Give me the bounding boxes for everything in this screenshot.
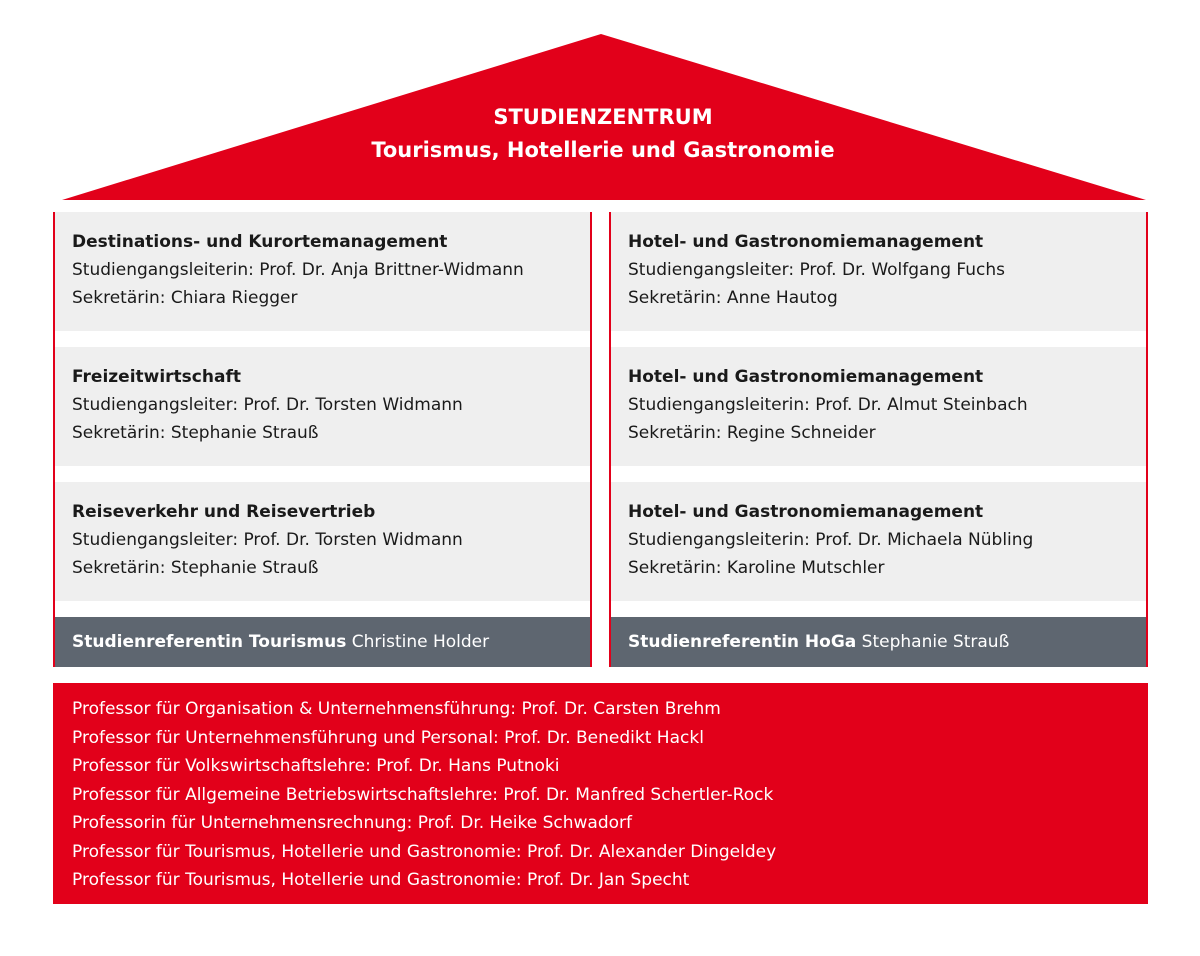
professor-entry: Professor für Organisation & Unternehmensführung: Prof. Dr. Carsten Brehm — [72, 699, 721, 719]
program-card — [611, 212, 1146, 331]
referent-bar-tourismus — [55, 617, 590, 667]
program-secretary: Sekretärin: Anne Hautog — [628, 288, 838, 308]
professor-entry: Professor für Tourismus, Hotellerie und Gastronomie: Prof. Dr. Alexander Dingeldey — [72, 841, 777, 862]
program-name: Hotel- und Gastronomiemanagement — [628, 502, 984, 522]
referent-role: Studienreferentin HoGa — [628, 632, 857, 652]
column-hoga — [609, 212, 1148, 667]
column-tourismus — [53, 212, 592, 667]
program-lead: Studiengangsleiter: Prof. Dr. Torsten Widmann — [72, 395, 463, 415]
program-card — [611, 482, 1146, 601]
program-secretary: Sekretärin: Karoline Mutschler — [628, 558, 885, 578]
program-secretary: Sekretärin: Chiara Riegger — [72, 288, 298, 308]
professors-panel — [53, 683, 1148, 904]
program-card — [55, 212, 590, 331]
program-secretary: Sekretärin: Regine Schneider — [628, 423, 876, 443]
professor-entry: Professor für Unternehmensführung und Personal: Prof. Dr. Benedikt Hackl — [72, 727, 704, 748]
program-name: Destinations- und Kurortemanagement — [72, 232, 448, 252]
program-name: Freizeitwirtschaft — [72, 367, 241, 387]
program-name: Reiseverkehr und Reisevertrieb — [72, 502, 376, 522]
professor-entry: Professor für Volkswirtschaftslehre: Prof. Dr. Hans Putnoki — [72, 756, 560, 776]
program-card — [55, 482, 590, 601]
program-secretary: Sekretärin: Stephanie Strauß — [72, 558, 319, 578]
referent-role: Studienreferentin Tourismus — [72, 632, 347, 652]
header-title: STUDIENZENTRUM — [493, 105, 713, 129]
program-card — [611, 347, 1146, 466]
program-lead: Studiengangsleiter: Prof. Dr. Wolfgang Fuchs — [628, 260, 1006, 280]
professor-entry: Professorin für Unternehmensrechnung: Prof. Dr. Heike Schwadorf — [72, 813, 633, 833]
header-subtitle: Tourismus, Hotellerie und Gastronomie — [371, 138, 835, 162]
professor-entry: Professor für Tourismus, Hotellerie und Gastronomie: Prof. Dr. Jan Specht — [72, 870, 690, 890]
program-lead: Studiengangsleiter: Prof. Dr. Torsten Widmann — [72, 530, 463, 550]
program-secretary: Sekretärin: Stephanie Strauß — [72, 423, 319, 443]
program-card — [55, 347, 590, 466]
program-name: Hotel- und Gastronomiemanagement — [628, 232, 984, 252]
professor-entry: Professor für Allgemeine Betriebswirtschaftslehre: Prof. Dr. Manfred Schertler-Rock — [72, 784, 774, 805]
referent-name: Stephanie Strauß — [861, 632, 1010, 652]
program-name: Hotel- und Gastronomiemanagement — [628, 367, 984, 387]
program-lead: Studiengangsleiterin: Prof. Dr. Anja Brittner-Widmann — [72, 260, 524, 280]
referent-name: Christine Holder — [351, 632, 490, 652]
referent-bar-hoga — [611, 617, 1146, 667]
program-lead: Studiengangsleiterin: Prof. Dr. Almut Steinbach — [628, 395, 1028, 415]
program-lead: Studiengangsleiterin: Prof. Dr. Michaela Nübling — [628, 530, 1034, 550]
